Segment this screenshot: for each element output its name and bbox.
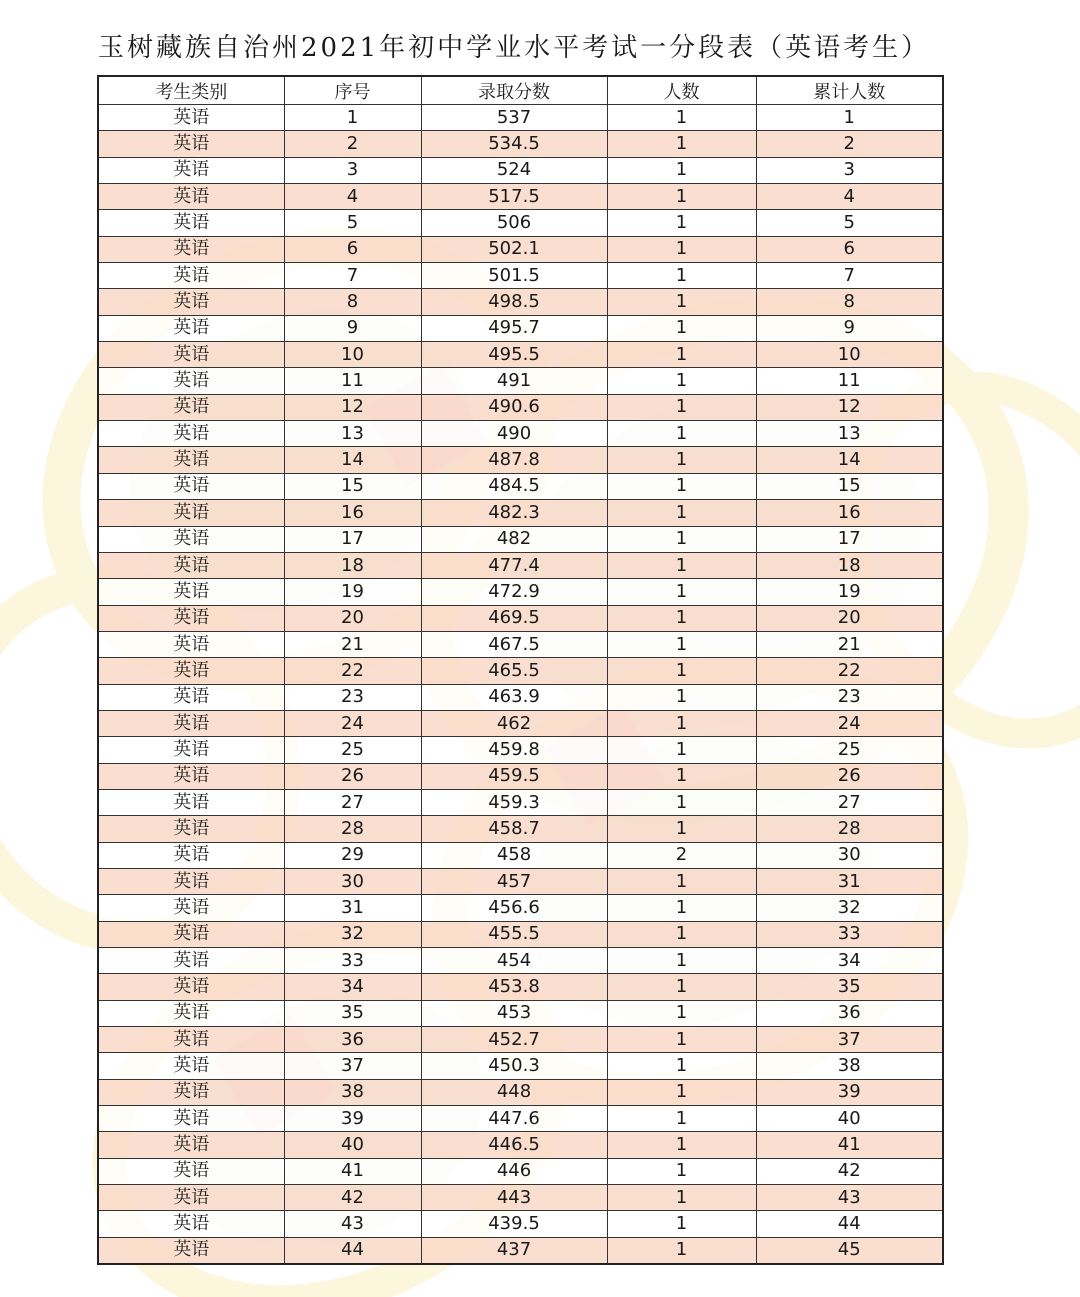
cell-seq: 40 bbox=[284, 1132, 421, 1158]
cell-score: 462 bbox=[421, 710, 607, 736]
cell-category: 英语 bbox=[98, 210, 284, 236]
cell-score: 495.7 bbox=[421, 315, 607, 341]
cell-count: 1 bbox=[607, 500, 756, 526]
cell-seq: 43 bbox=[284, 1211, 421, 1237]
cell-seq: 41 bbox=[284, 1158, 421, 1184]
table-row bbox=[98, 500, 943, 526]
cell-cumulative: 5 bbox=[756, 210, 943, 236]
cell-seq: 6 bbox=[284, 236, 421, 262]
cell-seq: 22 bbox=[284, 658, 421, 684]
cell-count: 1 bbox=[607, 210, 756, 236]
cell-category: 英语 bbox=[98, 1237, 284, 1264]
cell-cumulative: 11 bbox=[756, 368, 943, 394]
cell-score: 495.5 bbox=[421, 342, 607, 368]
header-category: 考生类别 bbox=[98, 76, 284, 105]
cell-category: 英语 bbox=[98, 948, 284, 974]
cell-seq: 28 bbox=[284, 816, 421, 842]
cell-category: 英语 bbox=[98, 710, 284, 736]
table-row bbox=[98, 1185, 943, 1211]
table-row bbox=[98, 368, 943, 394]
cell-seq: 39 bbox=[284, 1106, 421, 1132]
table-row bbox=[98, 868, 943, 894]
cell-cumulative: 22 bbox=[756, 658, 943, 684]
cell-cumulative: 23 bbox=[756, 684, 943, 710]
table-row bbox=[98, 210, 943, 236]
cell-cumulative: 19 bbox=[756, 579, 943, 605]
table-row bbox=[98, 974, 943, 1000]
cell-seq: 1 bbox=[284, 105, 421, 131]
cell-seq: 29 bbox=[284, 842, 421, 868]
table-row bbox=[98, 710, 943, 736]
cell-cumulative: 24 bbox=[756, 710, 943, 736]
cell-seq: 4 bbox=[284, 184, 421, 210]
cell-category: 英语 bbox=[98, 263, 284, 289]
cell-category: 英语 bbox=[98, 816, 284, 842]
cell-score: 459.3 bbox=[421, 789, 607, 815]
cell-count: 1 bbox=[607, 605, 756, 631]
cell-category: 英语 bbox=[98, 921, 284, 947]
cell-cumulative: 39 bbox=[756, 1079, 943, 1105]
cell-cumulative: 41 bbox=[756, 1132, 943, 1158]
cell-category: 英语 bbox=[98, 789, 284, 815]
cell-count: 1 bbox=[607, 421, 756, 447]
table-row bbox=[98, 684, 943, 710]
cell-score: 469.5 bbox=[421, 605, 607, 631]
table-row bbox=[98, 552, 943, 578]
cell-cumulative: 40 bbox=[756, 1106, 943, 1132]
cell-seq: 32 bbox=[284, 921, 421, 947]
cell-category: 英语 bbox=[98, 394, 284, 420]
cell-category: 英语 bbox=[98, 1158, 284, 1184]
cell-category: 英语 bbox=[98, 1000, 284, 1026]
cell-seq: 8 bbox=[284, 289, 421, 315]
cell-seq: 9 bbox=[284, 315, 421, 341]
cell-score: 534.5 bbox=[421, 131, 607, 157]
cell-cumulative: 4 bbox=[756, 184, 943, 210]
cell-score: 447.6 bbox=[421, 1106, 607, 1132]
cell-category: 英语 bbox=[98, 737, 284, 763]
cell-seq: 25 bbox=[284, 737, 421, 763]
cell-score: 443 bbox=[421, 1185, 607, 1211]
cell-cumulative: 30 bbox=[756, 842, 943, 868]
cell-seq: 23 bbox=[284, 684, 421, 710]
cell-score: 502.1 bbox=[421, 236, 607, 262]
cell-seq: 17 bbox=[284, 526, 421, 552]
cell-seq: 38 bbox=[284, 1079, 421, 1105]
cell-cumulative: 10 bbox=[756, 342, 943, 368]
cell-score: 501.5 bbox=[421, 263, 607, 289]
header-count: 人数 bbox=[607, 76, 756, 105]
cell-count: 1 bbox=[607, 447, 756, 473]
table-body bbox=[98, 105, 943, 1265]
cell-count: 1 bbox=[607, 684, 756, 710]
cell-seq: 12 bbox=[284, 394, 421, 420]
cell-cumulative: 3 bbox=[756, 157, 943, 183]
header-seq: 序号 bbox=[284, 76, 421, 105]
cell-seq: 10 bbox=[284, 342, 421, 368]
cell-cumulative: 25 bbox=[756, 737, 943, 763]
table-row bbox=[98, 605, 943, 631]
cell-count: 1 bbox=[607, 789, 756, 815]
cell-cumulative: 20 bbox=[756, 605, 943, 631]
cell-category: 英语 bbox=[98, 473, 284, 499]
cell-cumulative: 16 bbox=[756, 500, 943, 526]
table-row bbox=[98, 1237, 943, 1264]
cell-count: 1 bbox=[607, 263, 756, 289]
cell-cumulative: 37 bbox=[756, 1027, 943, 1053]
cell-category: 英语 bbox=[98, 974, 284, 1000]
cell-score: 484.5 bbox=[421, 473, 607, 499]
cell-cumulative: 7 bbox=[756, 263, 943, 289]
table-row bbox=[98, 895, 943, 921]
cell-cumulative: 43 bbox=[756, 1185, 943, 1211]
cell-count: 1 bbox=[607, 289, 756, 315]
cell-seq: 18 bbox=[284, 552, 421, 578]
cell-score: 465.5 bbox=[421, 658, 607, 684]
cell-category: 英语 bbox=[98, 1185, 284, 1211]
cell-category: 英语 bbox=[98, 1053, 284, 1079]
cell-cumulative: 14 bbox=[756, 447, 943, 473]
cell-count: 1 bbox=[607, 1027, 756, 1053]
cell-score: 457 bbox=[421, 868, 607, 894]
table-row bbox=[98, 236, 943, 262]
table-row bbox=[98, 447, 943, 473]
table-row bbox=[98, 737, 943, 763]
cell-score: 517.5 bbox=[421, 184, 607, 210]
cell-category: 英语 bbox=[98, 579, 284, 605]
cell-category: 英语 bbox=[98, 184, 284, 210]
table-row bbox=[98, 948, 943, 974]
cell-score: 458.7 bbox=[421, 816, 607, 842]
cell-seq: 14 bbox=[284, 447, 421, 473]
cell-cumulative: 8 bbox=[756, 289, 943, 315]
cell-count: 1 bbox=[607, 868, 756, 894]
cell-count: 1 bbox=[607, 658, 756, 684]
cell-count: 1 bbox=[607, 579, 756, 605]
cell-score: 463.9 bbox=[421, 684, 607, 710]
table-row bbox=[98, 816, 943, 842]
cell-seq: 34 bbox=[284, 974, 421, 1000]
cell-seq: 24 bbox=[284, 710, 421, 736]
cell-seq: 26 bbox=[284, 763, 421, 789]
table-row bbox=[98, 1000, 943, 1026]
cell-cumulative: 2 bbox=[756, 131, 943, 157]
cell-cumulative: 28 bbox=[756, 816, 943, 842]
cell-score: 456.6 bbox=[421, 895, 607, 921]
cell-seq: 20 bbox=[284, 605, 421, 631]
cell-score: 524 bbox=[421, 157, 607, 183]
cell-category: 英语 bbox=[98, 236, 284, 262]
table-row bbox=[98, 1132, 943, 1158]
cell-count: 1 bbox=[607, 342, 756, 368]
cell-count: 1 bbox=[607, 552, 756, 578]
cell-category: 英语 bbox=[98, 684, 284, 710]
table-row bbox=[98, 789, 943, 815]
cell-category: 英语 bbox=[98, 105, 284, 131]
cell-count: 1 bbox=[607, 526, 756, 552]
cell-seq: 44 bbox=[284, 1237, 421, 1264]
cell-category: 英语 bbox=[98, 526, 284, 552]
cell-count: 2 bbox=[607, 842, 756, 868]
cell-cumulative: 42 bbox=[756, 1158, 943, 1184]
cell-cumulative: 38 bbox=[756, 1053, 943, 1079]
table-row bbox=[98, 394, 943, 420]
cell-count: 1 bbox=[607, 315, 756, 341]
page-title: 玉树藏族自治州2021年初中学业水平考试一分段表（英语考生） bbox=[98, 33, 931, 63]
cell-cumulative: 34 bbox=[756, 948, 943, 974]
cell-count: 1 bbox=[607, 105, 756, 131]
cell-count: 1 bbox=[607, 1237, 756, 1264]
table-header-row bbox=[98, 76, 943, 105]
cell-score: 537 bbox=[421, 105, 607, 131]
cell-cumulative: 26 bbox=[756, 763, 943, 789]
table-row bbox=[98, 421, 943, 447]
table-row bbox=[98, 1106, 943, 1132]
cell-cumulative: 36 bbox=[756, 1000, 943, 1026]
table-row bbox=[98, 579, 943, 605]
cell-seq: 27 bbox=[284, 789, 421, 815]
cell-count: 1 bbox=[607, 763, 756, 789]
cell-score: 455.5 bbox=[421, 921, 607, 947]
table-row bbox=[98, 1053, 943, 1079]
cell-cumulative: 6 bbox=[756, 236, 943, 262]
cell-count: 1 bbox=[607, 895, 756, 921]
header-score: 录取分数 bbox=[421, 76, 607, 105]
cell-category: 英语 bbox=[98, 868, 284, 894]
cell-score: 458 bbox=[421, 842, 607, 868]
cell-score: 450.3 bbox=[421, 1053, 607, 1079]
cell-category: 英语 bbox=[98, 500, 284, 526]
header-cumulative: 累计人数 bbox=[756, 76, 943, 105]
cell-category: 英语 bbox=[98, 342, 284, 368]
cell-score: 453.8 bbox=[421, 974, 607, 1000]
cell-count: 1 bbox=[607, 236, 756, 262]
cell-category: 英语 bbox=[98, 842, 284, 868]
table-row bbox=[98, 921, 943, 947]
cell-score: 452.7 bbox=[421, 1027, 607, 1053]
cell-category: 英语 bbox=[98, 368, 284, 394]
cell-cumulative: 33 bbox=[756, 921, 943, 947]
table-row bbox=[98, 658, 943, 684]
cell-count: 1 bbox=[607, 131, 756, 157]
cell-seq: 5 bbox=[284, 210, 421, 236]
cell-cumulative: 18 bbox=[756, 552, 943, 578]
cell-score: 490 bbox=[421, 421, 607, 447]
cell-category: 英语 bbox=[98, 605, 284, 631]
cell-category: 英语 bbox=[98, 1132, 284, 1158]
cell-cumulative: 13 bbox=[756, 421, 943, 447]
cell-seq: 2 bbox=[284, 131, 421, 157]
cell-score: 472.9 bbox=[421, 579, 607, 605]
cell-score: 448 bbox=[421, 1079, 607, 1105]
cell-category: 英语 bbox=[98, 1106, 284, 1132]
cell-seq: 33 bbox=[284, 948, 421, 974]
cell-seq: 13 bbox=[284, 421, 421, 447]
table-row bbox=[98, 342, 943, 368]
cell-score: 482.3 bbox=[421, 500, 607, 526]
table-row bbox=[98, 526, 943, 552]
cell-score: 490.6 bbox=[421, 394, 607, 420]
cell-score: 459.5 bbox=[421, 763, 607, 789]
cell-count: 1 bbox=[607, 1132, 756, 1158]
cell-category: 英语 bbox=[98, 1211, 284, 1237]
table-row bbox=[98, 315, 943, 341]
cell-seq: 7 bbox=[284, 263, 421, 289]
cell-seq: 16 bbox=[284, 500, 421, 526]
cell-score: 446.5 bbox=[421, 1132, 607, 1158]
cell-seq: 19 bbox=[284, 579, 421, 605]
cell-seq: 21 bbox=[284, 631, 421, 657]
cell-cumulative: 1 bbox=[756, 105, 943, 131]
table-row bbox=[98, 1079, 943, 1105]
cell-count: 1 bbox=[607, 948, 756, 974]
cell-score: 467.5 bbox=[421, 631, 607, 657]
cell-count: 1 bbox=[607, 394, 756, 420]
score-distribution-table bbox=[97, 75, 944, 1265]
cell-count: 1 bbox=[607, 631, 756, 657]
table-row bbox=[98, 1158, 943, 1184]
cell-category: 英语 bbox=[98, 315, 284, 341]
cell-seq: 42 bbox=[284, 1185, 421, 1211]
cell-score: 491 bbox=[421, 368, 607, 394]
cell-category: 英语 bbox=[98, 421, 284, 447]
table-row bbox=[98, 105, 943, 131]
cell-count: 1 bbox=[607, 1106, 756, 1132]
cell-seq: 3 bbox=[284, 157, 421, 183]
cell-count: 1 bbox=[607, 184, 756, 210]
cell-category: 英语 bbox=[98, 658, 284, 684]
cell-cumulative: 45 bbox=[756, 1237, 943, 1264]
cell-score: 487.8 bbox=[421, 447, 607, 473]
cell-score: 437 bbox=[421, 1237, 607, 1264]
cell-score: 506 bbox=[421, 210, 607, 236]
cell-score: 459.8 bbox=[421, 737, 607, 763]
cell-count: 1 bbox=[607, 1053, 756, 1079]
table-row bbox=[98, 289, 943, 315]
cell-count: 1 bbox=[607, 921, 756, 947]
table-row bbox=[98, 473, 943, 499]
cell-seq: 30 bbox=[284, 868, 421, 894]
cell-score: 453 bbox=[421, 1000, 607, 1026]
cell-cumulative: 21 bbox=[756, 631, 943, 657]
table-row bbox=[98, 1027, 943, 1053]
table-row bbox=[98, 157, 943, 183]
cell-cumulative: 17 bbox=[756, 526, 943, 552]
cell-cumulative: 27 bbox=[756, 789, 943, 815]
cell-cumulative: 35 bbox=[756, 974, 943, 1000]
cell-count: 1 bbox=[607, 1211, 756, 1237]
cell-category: 英语 bbox=[98, 895, 284, 921]
cell-score: 498.5 bbox=[421, 289, 607, 315]
cell-score: 439.5 bbox=[421, 1211, 607, 1237]
cell-count: 1 bbox=[607, 710, 756, 736]
table-row bbox=[98, 842, 943, 868]
cell-category: 英语 bbox=[98, 447, 284, 473]
cell-cumulative: 32 bbox=[756, 895, 943, 921]
cell-score: 446 bbox=[421, 1158, 607, 1184]
cell-seq: 31 bbox=[284, 895, 421, 921]
cell-score: 454 bbox=[421, 948, 607, 974]
cell-category: 英语 bbox=[98, 631, 284, 657]
table-row bbox=[98, 1211, 943, 1237]
cell-seq: 36 bbox=[284, 1027, 421, 1053]
cell-seq: 37 bbox=[284, 1053, 421, 1079]
cell-score: 482 bbox=[421, 526, 607, 552]
cell-seq: 11 bbox=[284, 368, 421, 394]
cell-cumulative: 31 bbox=[756, 868, 943, 894]
cell-count: 1 bbox=[607, 368, 756, 394]
cell-count: 1 bbox=[607, 737, 756, 763]
cell-count: 1 bbox=[607, 1000, 756, 1026]
cell-cumulative: 9 bbox=[756, 315, 943, 341]
cell-count: 1 bbox=[607, 1079, 756, 1105]
cell-category: 英语 bbox=[98, 552, 284, 578]
cell-cumulative: 15 bbox=[756, 473, 943, 499]
cell-seq: 35 bbox=[284, 1000, 421, 1026]
cell-count: 1 bbox=[607, 816, 756, 842]
cell-category: 英语 bbox=[98, 289, 284, 315]
cell-seq: 15 bbox=[284, 473, 421, 499]
table-row bbox=[98, 263, 943, 289]
cell-category: 英语 bbox=[98, 157, 284, 183]
cell-count: 1 bbox=[607, 1158, 756, 1184]
cell-count: 1 bbox=[607, 974, 756, 1000]
cell-category: 英语 bbox=[98, 1079, 284, 1105]
cell-count: 1 bbox=[607, 473, 756, 499]
cell-count: 1 bbox=[607, 157, 756, 183]
cell-score: 477.4 bbox=[421, 552, 607, 578]
table-row bbox=[98, 763, 943, 789]
table-row bbox=[98, 184, 943, 210]
cell-category: 英语 bbox=[98, 131, 284, 157]
table-row bbox=[98, 131, 943, 157]
cell-cumulative: 12 bbox=[756, 394, 943, 420]
cell-category: 英语 bbox=[98, 763, 284, 789]
cell-category: 英语 bbox=[98, 1027, 284, 1053]
cell-count: 1 bbox=[607, 1185, 756, 1211]
cell-cumulative: 44 bbox=[756, 1211, 943, 1237]
table-row bbox=[98, 631, 943, 657]
